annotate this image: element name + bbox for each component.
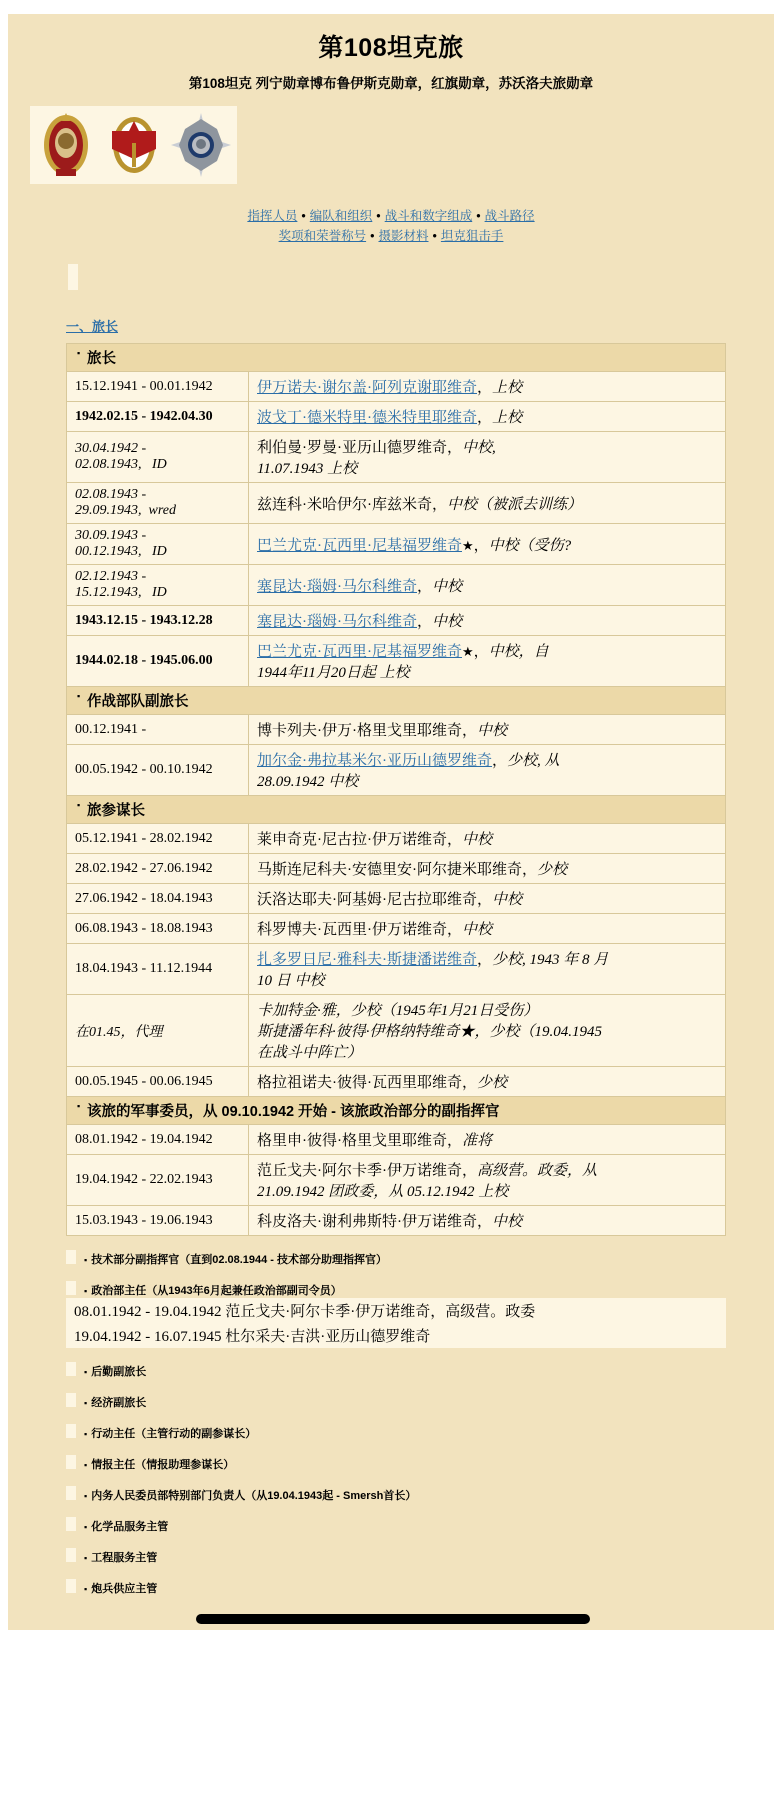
group-header-row (67, 344, 726, 372)
nav-separator: • (370, 229, 375, 243)
empty-cell (66, 1424, 76, 1438)
row-person: 伊万诺夫·谢尔盖·阿列克谢耶维奇，上校 (249, 372, 726, 402)
bullet-icon: ▪ (84, 1398, 88, 1408)
row-date: 1944.02.18 - 1945.06.00 (67, 636, 249, 687)
medals-strip (30, 106, 237, 184)
row-date: 02.08.1943 - 29.09.1943, wred (67, 483, 249, 524)
table-row (67, 636, 726, 687)
group-header-chief-of-staff: ▪ 旅参谋长 (67, 796, 726, 824)
person-link[interactable]: 巴兰尤克·瓦西里·尼基福罗维奇 (257, 537, 462, 554)
row-date: 15.12.1941 - 00.01.1942 (67, 372, 249, 402)
row-person: 博卡列夫·伊万·格里戈里耶维奇，中校 (249, 715, 726, 745)
row-date: 15.03.1943 - 19.06.1943 (67, 1206, 249, 1236)
table-row (67, 402, 726, 432)
person-name: 利伯曼·罗曼·亚历山德罗维奇 (257, 440, 447, 456)
bullet-icon: ▪ (77, 691, 81, 701)
row-person: 扎多罗日尼·雅科夫·斯捷潘诺维奇，少校, 1943 年 8 月 10 日 中校 (249, 944, 726, 995)
bullet-icon: ▪ (84, 1522, 88, 1532)
group-header-commander: ▪ 旅长 (67, 344, 726, 372)
person-extra: 21.09.1942 团政委，从 05.12.1942 上校 (257, 1184, 509, 1200)
nav-separator: • (476, 209, 481, 223)
group-intel-head: ▪ 情报主任（情报助理参谋长） (66, 1455, 774, 1472)
row-person: 科皮洛夫·谢利弗斯特·伊万诺维奇，中校 (249, 1206, 726, 1236)
group-rear-deputy: ▪ 后勤副旅长 (66, 1362, 774, 1379)
person-link[interactable]: 伊万诺夫·谢尔盖·阿列克谢耶维奇 (257, 380, 477, 396)
row-date: 30.04.1942 - 02.08.1943, ID (67, 432, 249, 483)
red-banner-order-medal (102, 109, 166, 181)
person-name-2: 斯捷潘年科·彼得·伊格纳特维奇★，少校（19.04.1945 (257, 1024, 603, 1040)
political-row: 19.04.1942 - 16.07.1945 杜尔采夫·吉洪·亚历山德罗维奇 (66, 1323, 726, 1348)
bullet-icon: ▪ (84, 1553, 88, 1563)
empty-cell (66, 1455, 76, 1469)
bullet-icon: ▪ (77, 800, 81, 810)
row-person: 格里申·彼得·格里戈里耶维奇，准将 (249, 1125, 726, 1155)
row-date: 05.12.1941 - 28.02.1942 (67, 824, 249, 854)
row-date: 在01.45，代理 (67, 995, 249, 1067)
nav-link-composition[interactable]: 战斗和数字组成 (384, 209, 473, 223)
table-row (67, 1155, 726, 1206)
row-date: 19.04.1942 - 22.02.1943 (67, 1155, 249, 1206)
person-extra: 1944年11月20日起 上校 (257, 665, 410, 681)
row-person: 科罗博夫·瓦西里·伊万诺维奇，中校 (249, 914, 726, 944)
bullet-icon: ▪ (77, 1101, 81, 1111)
row-date: 30.09.1943 - 00.12.1943, ID (67, 524, 249, 565)
bullet-icon: ▪ (84, 1286, 88, 1296)
row-person: 巴兰尤克·瓦西里·尼基福罗维奇★，中校（受伤? (249, 524, 726, 565)
row-person: 兹连科·米哈伊尔·库兹米奇，中校（被派去训练） (249, 483, 726, 524)
bullet-icon: ▪ (84, 1255, 88, 1265)
person-rank: 少校 (537, 862, 568, 878)
bullet-icon: ▪ (84, 1460, 88, 1470)
group-arty-head: ▪ 炮兵供应主管 (66, 1579, 774, 1596)
page (0, 14, 782, 1630)
person-rank: 少校 (477, 1075, 508, 1091)
blank-strip (68, 264, 78, 290)
person-rank: 中校 (432, 578, 463, 595)
nav-link-photos[interactable]: 摄影材料 (378, 229, 429, 243)
person-rank: 上校 (492, 410, 523, 426)
empty-cell (66, 1362, 76, 1376)
table-row (67, 824, 726, 854)
table-row (67, 1125, 726, 1155)
bullet-icon: ▪ (84, 1584, 88, 1594)
person-rank: 中校 (492, 1214, 523, 1230)
person-rank: 中校（受伤? (488, 537, 572, 554)
row-person: 利伯曼·罗曼·亚历山德罗维奇，中校, 11.07.1943 上校 (249, 432, 726, 483)
commanders-table (66, 343, 726, 1236)
row-date: 00.12.1941 - (67, 715, 249, 745)
row-person: 格拉祖诺夫·彼得·瓦西里耶维奇，少校 (249, 1067, 726, 1097)
nav-link-awards[interactable]: 奖项和荣誉称号 (278, 229, 367, 243)
table-row (67, 524, 726, 565)
person-rank: 中校, (462, 440, 496, 456)
nav-link-combat-path[interactable]: 战斗路径 (484, 209, 535, 223)
person-name: 沃洛达耶夫·阿基姆·尼古拉耶维奇 (257, 892, 477, 908)
person-rank: 中校 (462, 922, 493, 938)
group-ops-head: ▪ 行动主任（主管行动的副参谋长） (66, 1424, 774, 1441)
group-tech-deputy: ▪ 技术部分副指挥官（直到02.08.1944 - 技术部分助理指挥官） (66, 1250, 774, 1267)
star-icon: ★ (462, 537, 474, 553)
person-name: 兹连科·米哈伊尔·库兹米奇 (257, 496, 432, 513)
page-title: 第108坦克旅 (318, 34, 464, 62)
row-date: 28.02.1942 - 27.06.1942 (67, 854, 249, 884)
political-row: 08.01.1942 - 19.04.1942 范丘戈夫·阿尔卡季·伊万诺维奇，高级营。政委 (66, 1298, 726, 1323)
lenin-order-medal (34, 109, 98, 181)
row-person: 沃洛达耶夫·阿基姆·尼古拉耶维奇，中校 (249, 884, 726, 914)
row-date: 00.05.1942 - 00.10.1942 (67, 745, 249, 796)
row-date: 00.05.1945 - 00.06.1945 (67, 1067, 249, 1097)
group-chem-head: ▪ 化学品服务主管 (66, 1517, 774, 1534)
table-row (67, 715, 726, 745)
person-link[interactable]: 加尔金·弗拉基米尔·亚历山德罗维奇 (257, 753, 492, 769)
person-extra: 10 日 中校 (257, 973, 325, 989)
table-row (67, 854, 726, 884)
person-rank: 上校 (492, 380, 523, 396)
person-link[interactable]: 扎多罗日尼·雅科夫·斯捷潘诺维奇 (257, 952, 477, 968)
row-person: 加尔金·弗拉基米尔·亚历山德罗维奇，少校, 从 28.09.1942 中校 (249, 745, 726, 796)
page-subtitle: 第108坦克 列宁勋章博布鲁伊斯克勋章，红旗勋章，苏沃洛夫旅勋章 (188, 76, 594, 91)
person-name: 范丘戈夫·阿尔卡季·伊万诺维奇 (257, 1163, 462, 1179)
bullet-icon: ▪ (84, 1429, 88, 1439)
row-date: 08.01.1942 - 19.04.1942 (67, 1125, 249, 1155)
table-row (67, 1206, 726, 1236)
star-icon: ★ (462, 644, 474, 659)
person-name: 格里申·彼得·格里戈里耶维奇 (257, 1133, 447, 1149)
person-name: 格拉祖诺夫·彼得·瓦西里耶维奇 (257, 1075, 462, 1091)
person-name-3: 在战斗中阵亡） (257, 1045, 363, 1061)
person-rank: 少校, 1943 年 8 月 (492, 952, 609, 968)
nav-link-organization[interactable]: 编队和组织 (309, 209, 373, 223)
person-rank: 少校, 从 (507, 753, 560, 769)
table-row (67, 483, 726, 524)
person-link[interactable]: 巴兰尤克·瓦西里·尼基福罗维奇 (257, 644, 462, 660)
group-eng-head: ▪ 工程服务主管 (66, 1548, 774, 1565)
title-block (8, 14, 774, 96)
group-header-row (67, 687, 726, 715)
empty-cell (66, 1548, 76, 1562)
row-date: 1943.12.15 - 1943.12.28 (67, 606, 249, 636)
row-person: 波戈丁·德米特里·德米特里耶维奇，上校 (249, 402, 726, 432)
row-person: 莱申奇克·尼古拉·伊万诺维奇，中校 (249, 824, 726, 854)
table-row (67, 1067, 726, 1097)
person-name: 莱申奇克·尼古拉·伊万诺维奇 (257, 832, 447, 848)
group-header-deputy-combat: ▪ 作战部队副旅长 (67, 687, 726, 715)
table-row (67, 884, 726, 914)
person-link[interactable]: 塞昆达·瑙姆·马尔科维奇 (257, 578, 417, 595)
nav-link-tank-snipers[interactable]: 坦克狙击手 (440, 229, 504, 243)
row-date: 27.06.1942 - 18.04.1943 (67, 884, 249, 914)
nav-links[interactable] (8, 206, 774, 246)
bullet-icon: ▪ (84, 1491, 88, 1501)
nav-separator: • (432, 229, 437, 243)
table-row (67, 914, 726, 944)
row-date: 06.08.1943 - 18.08.1943 (67, 914, 249, 944)
empty-cell (66, 1281, 76, 1295)
group-header-row (67, 1097, 726, 1125)
empty-cell (66, 1517, 76, 1531)
nav-link-commanders[interactable]: 指挥人员 (247, 209, 298, 223)
row-person: 塞昆达·瑙姆·马尔科维奇，中校 (249, 565, 726, 606)
nav-separator: • (301, 209, 306, 223)
person-extra: 11.07.1943 上校 (257, 461, 358, 477)
horizontal-scrollbar[interactable] (0, 1612, 782, 1626)
person-link[interactable]: 波戈丁·德米特里·德米特里耶维奇 (257, 410, 477, 426)
table-row (67, 995, 726, 1067)
row-person: 范丘戈夫·阿尔卡季·伊万诺维奇，高级营。政委，从 21.09.1942 团政委，从 05.12.1942 上校 (249, 1155, 726, 1206)
row-person (249, 995, 726, 1067)
person-name: 马斯连尼科夫·安德里安·阿尔捷米耶维奇 (257, 862, 522, 878)
row-person: 马斯连尼科夫·安德里安·阿尔捷米耶维奇，少校 (249, 854, 726, 884)
table-row (67, 944, 726, 995)
person-rank: 准将 (462, 1133, 493, 1149)
nav-separator: • (376, 209, 381, 223)
row-person: 巴兰尤克·瓦西里·尼基福罗维奇★，中校，自 1944年11月20日起 上校 (249, 636, 726, 687)
row-date: 02.12.1943 - 15.12.1943, ID (67, 565, 249, 606)
group-econ-deputy: ▪ 经济副旅长 (66, 1393, 774, 1410)
group-political-head: ▪ 政治部主任（从1943年6月起兼任政治部副司令员） (66, 1281, 774, 1298)
person-name: 科罗博夫·瓦西里·伊万诺维奇 (257, 922, 447, 938)
table-row (67, 372, 726, 402)
person-rank: 中校 (477, 723, 508, 739)
suvorov-order-medal (169, 109, 233, 181)
person-rank: 中校 (462, 832, 493, 848)
table-row (67, 432, 726, 483)
group-header-commissar: ▪ 该旅的军事委员，从 09.10.1942 开始 - 该旅政治部分的副指挥官 (67, 1097, 726, 1125)
section-heading: 一、旅长 (66, 319, 119, 334)
row-date: 18.04.1943 - 11.12.1944 (67, 944, 249, 995)
person-rank: 中校（被派去训练） (447, 496, 583, 513)
person-name: 博卡列夫·伊万·格里戈里耶维奇 (257, 723, 462, 739)
empty-cell (66, 1579, 76, 1593)
scrollbar-thumb[interactable] (196, 1614, 590, 1624)
person-name: 卡加特金·雅，少校（1945年1月21日受伤） (257, 1003, 539, 1019)
person-link[interactable]: 塞昆达·瑙姆·马尔科维奇 (257, 614, 417, 630)
table-row (67, 606, 726, 636)
person-rank: 中校，自 (488, 644, 549, 660)
person-extra: 28.09.1942 中校 (257, 774, 359, 790)
group-header-row (67, 796, 726, 824)
table-row (67, 745, 726, 796)
bullet-icon: ▪ (84, 1367, 88, 1377)
empty-cell (66, 1393, 76, 1407)
row-date: 1942.02.15 - 1942.04.30 (67, 402, 249, 432)
person-rank: 中校 (432, 614, 463, 630)
table-row (67, 565, 726, 606)
bullet-icon: ▪ (77, 348, 81, 358)
row-person: 塞昆达·瑙姆·马尔科维奇，中校 (249, 606, 726, 636)
person-rank: 高级营。政委，从 (477, 1163, 598, 1179)
group-nkvd-head: ▪ 内务人民委员部特别部门负责人（从19.04.1943起 - Smersh首长） (66, 1486, 774, 1503)
person-rank: 中校 (492, 892, 523, 908)
document-sheet (8, 14, 774, 1630)
person-name: 科皮洛夫·谢利弗斯特·伊万诺维奇 (257, 1214, 477, 1230)
empty-cell (66, 1250, 76, 1264)
empty-cell (66, 1486, 76, 1500)
